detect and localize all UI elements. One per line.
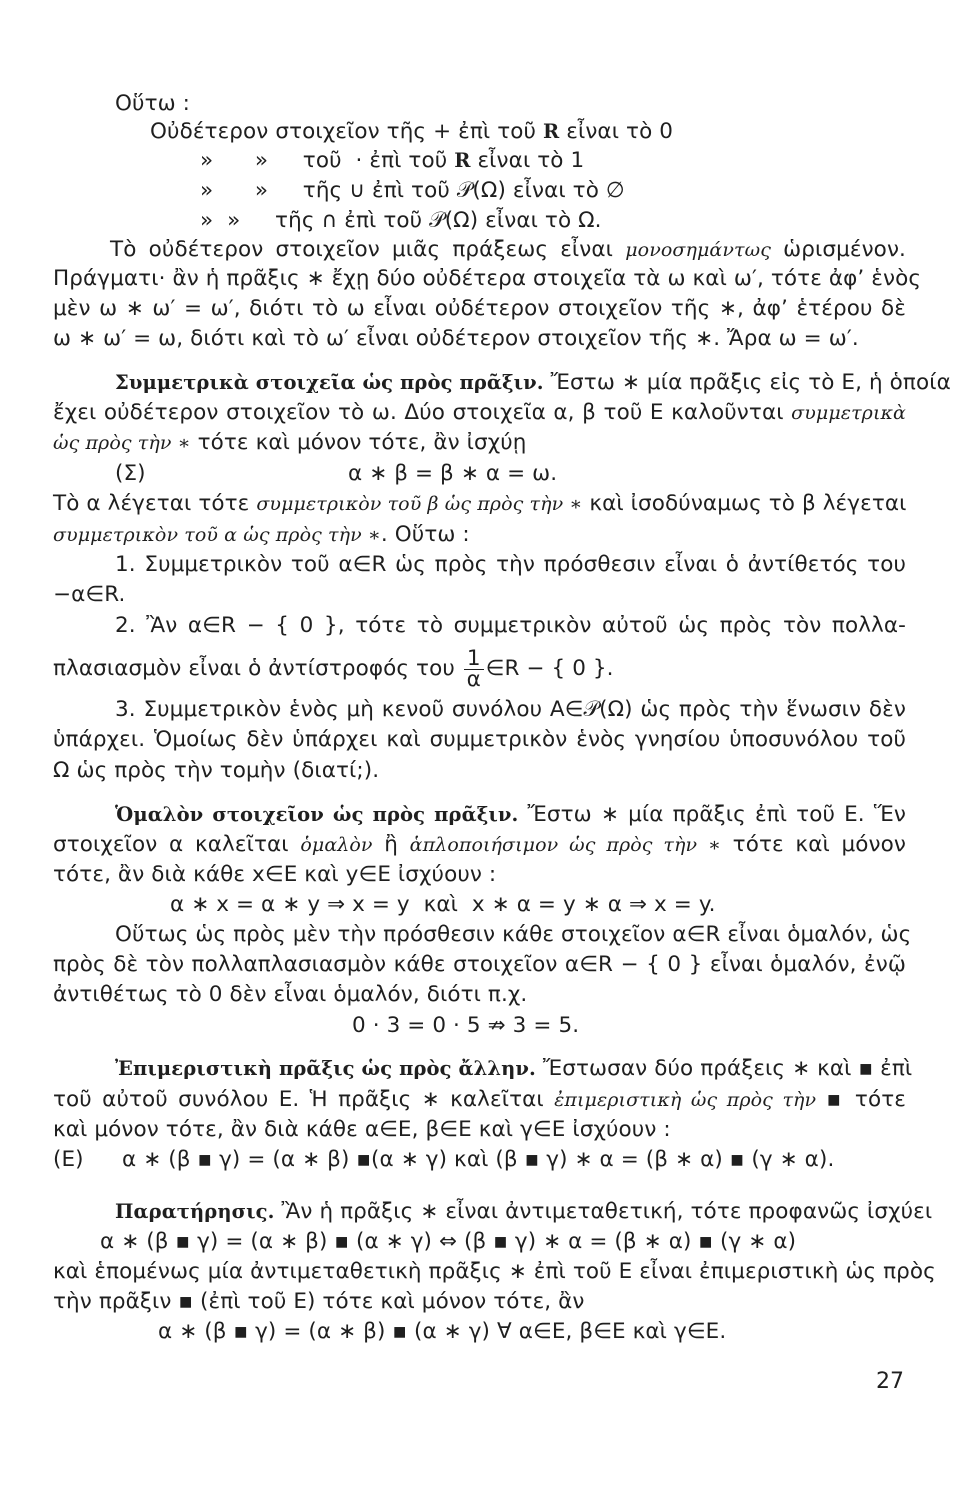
section-heading-line: Συμμετρικὰ στοιχεῖα ὡς πρὸς πρᾶξιν. Ἔστω ∗ μία πρᾶξις εἰς τὸ Ε, ἡ ὁποία xyxy=(115,370,951,395)
text-line: 1. Συμμετρικὸν τοῦ α∈R ὡς πρὸς τὴν πρόσθεσιν εἶναι ὁ ἀντίθετός του xyxy=(115,552,906,577)
text-line: στοιχεῖον α καλεῖται ὁμαλὸν ἢ ἁπλοποιήσιμον ὡς πρὸς τὴν ∗ τότε καὶ μόνον xyxy=(53,832,907,857)
text-line: Τὸ οὐδέτερον στοιχεῖον μιᾶς πράξεως εἶναι μονοσημάντως ὡρισμένον. xyxy=(110,237,906,262)
text-line: ὡς πρὸς τὴν ∗ τότε καὶ μόνον τότε, ἂν ἰσχύῃ xyxy=(53,430,527,455)
text-line: » » τῆς ∩ ἐπὶ τοῦ 𝒫(Ω) εἶναι τὸ Ω. xyxy=(200,208,602,233)
text-line: μὲν ω ∗ ω′ = ω′, διότι τὸ ω εἶναι οὐδέτερον στοιχεῖον τῆς ∗, ἀφ’ ἑτέρου δὲ xyxy=(53,296,906,321)
text-line: Οὕτω : xyxy=(115,91,190,116)
equation: α ∗ β = β ∗ α = ω. xyxy=(348,461,558,486)
section-heading-line: Ὁμαλὸν στοιχεῖον ὡς πρὸς πρᾶξιν. Ἔστω ∗ μία πρᾶξις ἐπὶ τοῦ Ε. Ἕν xyxy=(115,802,906,827)
text-line: Ω ὡς πρὸς τὴν τομὴν (διατί;). xyxy=(53,758,380,783)
text-line: » » τοῦ · ἐπὶ τοῦ R εἶναι τὸ 1 xyxy=(200,148,585,173)
text-line: Πράγματι· ἂν ἡ πρᾶξις ∗ ἔχῃ δύο οὐδέτερα στοιχεῖα τὰ ω καὶ ω′, τότε ἀφ’ ἑνὸς xyxy=(53,266,922,291)
text-line: ἀντιθέτως τὸ 0 δὲν εἶναι ὁμαλόν, διότι π.χ. xyxy=(53,982,528,1007)
equation-label: (Σ) xyxy=(115,461,146,486)
section-heading-line: Ἐπιμεριστικὴ πρᾶξις ὡς πρὸς ἄλλην. Ἔστωσαν δύο πράξεις ∗ καὶ ▪ ἐπὶ xyxy=(115,1056,913,1081)
fraction: $\frac{1}{\alpha}$ xyxy=(464,649,484,690)
section-heading-line: Παρατήρησις. Ἂν ἡ πρᾶξις ∗ εἶναι ἀντιμεταθετική, τότε προφανῶς ἰσχύει xyxy=(115,1199,933,1224)
equation: α ∗ (β ▪ γ) = (α ∗ β) ▪ (α ∗ γ) ⇔ (β ▪ γ) ∗ α = (β ∗ α) ▪ (γ ∗ α) xyxy=(100,1229,797,1254)
equation: 0 · 3 = 0 · 5 ⇏ 3 = 5. xyxy=(352,1013,580,1038)
text-line: καὶ μόνον τότε, ἂν διὰ κάθε α∈E, β∈E καὶ γ∈E ἰσχύουν : xyxy=(53,1117,671,1142)
text-line: » » τῆς ∪ ἐπὶ τοῦ 𝒫(Ω) εἶναι τὸ ∅ xyxy=(200,178,625,203)
text-line: τοῦ αὐτοῦ συνόλου Ε. Ἡ πρᾶξις ∗ καλεῖται ἐπιμεριστικὴ ὡς πρὸς τὴν ▪ τότε xyxy=(53,1087,906,1112)
text-line: συμμετρικὸν τοῦ α ὡς πρὸς τὴν ∗. Οὕτω : xyxy=(53,522,470,547)
page-number: 27 xyxy=(876,1369,904,1394)
equation: α ∗ x = α ∗ y ⇒ x = y καὶ x ∗ α = y ∗ α ⇒ x = y. xyxy=(170,892,716,917)
text-line: τὴν πρᾶξιν ▪ (ἐπὶ τοῦ Ε) τότε καὶ μόνον τότε, ἂν xyxy=(53,1289,585,1314)
text-line: −α∈R. xyxy=(53,582,126,607)
text-line: πλασιασμὸν εἶναι ὁ ἀντίστροφός του $\frac{1}{\alpha}$ ∈R − { 0 }. xyxy=(53,645,614,692)
equation: α ∗ (β ▪ γ) = (α ∗ β) ▪(α ∗ γ) καὶ (β ▪ γ) ∗ α = (β ∗ α) ▪ (γ ∗ α). xyxy=(122,1147,835,1172)
text-line: ὑπάρχει. Ὁμοίως δὲν ὑπάρχει καὶ συμμετρικὸν ἑνὸς γνησίου ὑποσυνόλου τοῦ xyxy=(53,727,906,752)
text-line: τότε, ἂν διὰ κάθε x∈E καὶ y∈E ἰσχύουν : xyxy=(53,862,497,887)
text-line: ἔχει οὐδέτερον στοιχεῖον τὸ ω. Δύο στοιχεῖα α, β τοῦ Ε καλοῦνται συμμετρικὰ xyxy=(53,400,906,425)
text-line: Τὸ α λέγεται τότε συμμετρικὸν τοῦ β ὡς πρὸς τὴν ∗ καὶ ἰσοδύναμως τὸ β λέγεται xyxy=(53,491,907,516)
text-line: Οὕτως ὡς πρὸς μὲν τὴν πρόσθεσιν κάθε στοιχεῖον α∈R εἶναι ὁμαλόν, ὡς xyxy=(115,922,912,947)
text-line: πρὸς δὲ τὸν πολλαπλασιασμὸν κάθε στοιχεῖον α∈R − { 0 } εἶναι ὁμαλόν, ἐνῷ xyxy=(53,952,906,977)
text-line: ω ∗ ω′ = ω, διότι καὶ τὸ ω′ εἶναι οὐδέτερον στοιχεῖον τῆς ∗. Ἄρα ω = ω′. xyxy=(53,326,859,351)
equation: α ∗ (β ▪ γ) = (α ∗ β) ▪ (α ∗ γ) ∀ α∈E, β∈E καὶ γ∈E. xyxy=(158,1319,727,1344)
text-line: Οὐδέτερον στοιχεῖον τῆς + ἐπὶ τοῦ R εἶναι τὸ 0 xyxy=(150,119,674,144)
text-line: 2. Ἂν α∈R − { 0 }, τότε τὸ συμμετρικὸν αὐτοῦ ὡς πρὸς τὸν πολλα- xyxy=(115,613,906,638)
text-line: καὶ ἑπομένως μία ἀντιμεταθετικὴ πρᾶξις ∗ ἐπὶ τοῦ Ε εἶναι ἐπιμεριστικὴ ὡς πρὸς xyxy=(53,1259,936,1284)
equation-label: (Ε) xyxy=(53,1147,84,1172)
text-line: 3. Συμμετρικὸν ἑνὸς μὴ κενοῦ συνόλου Α∈𝒫(Ω) ὡς πρὸς τὴν ἕνωσιν δὲν xyxy=(115,697,906,722)
